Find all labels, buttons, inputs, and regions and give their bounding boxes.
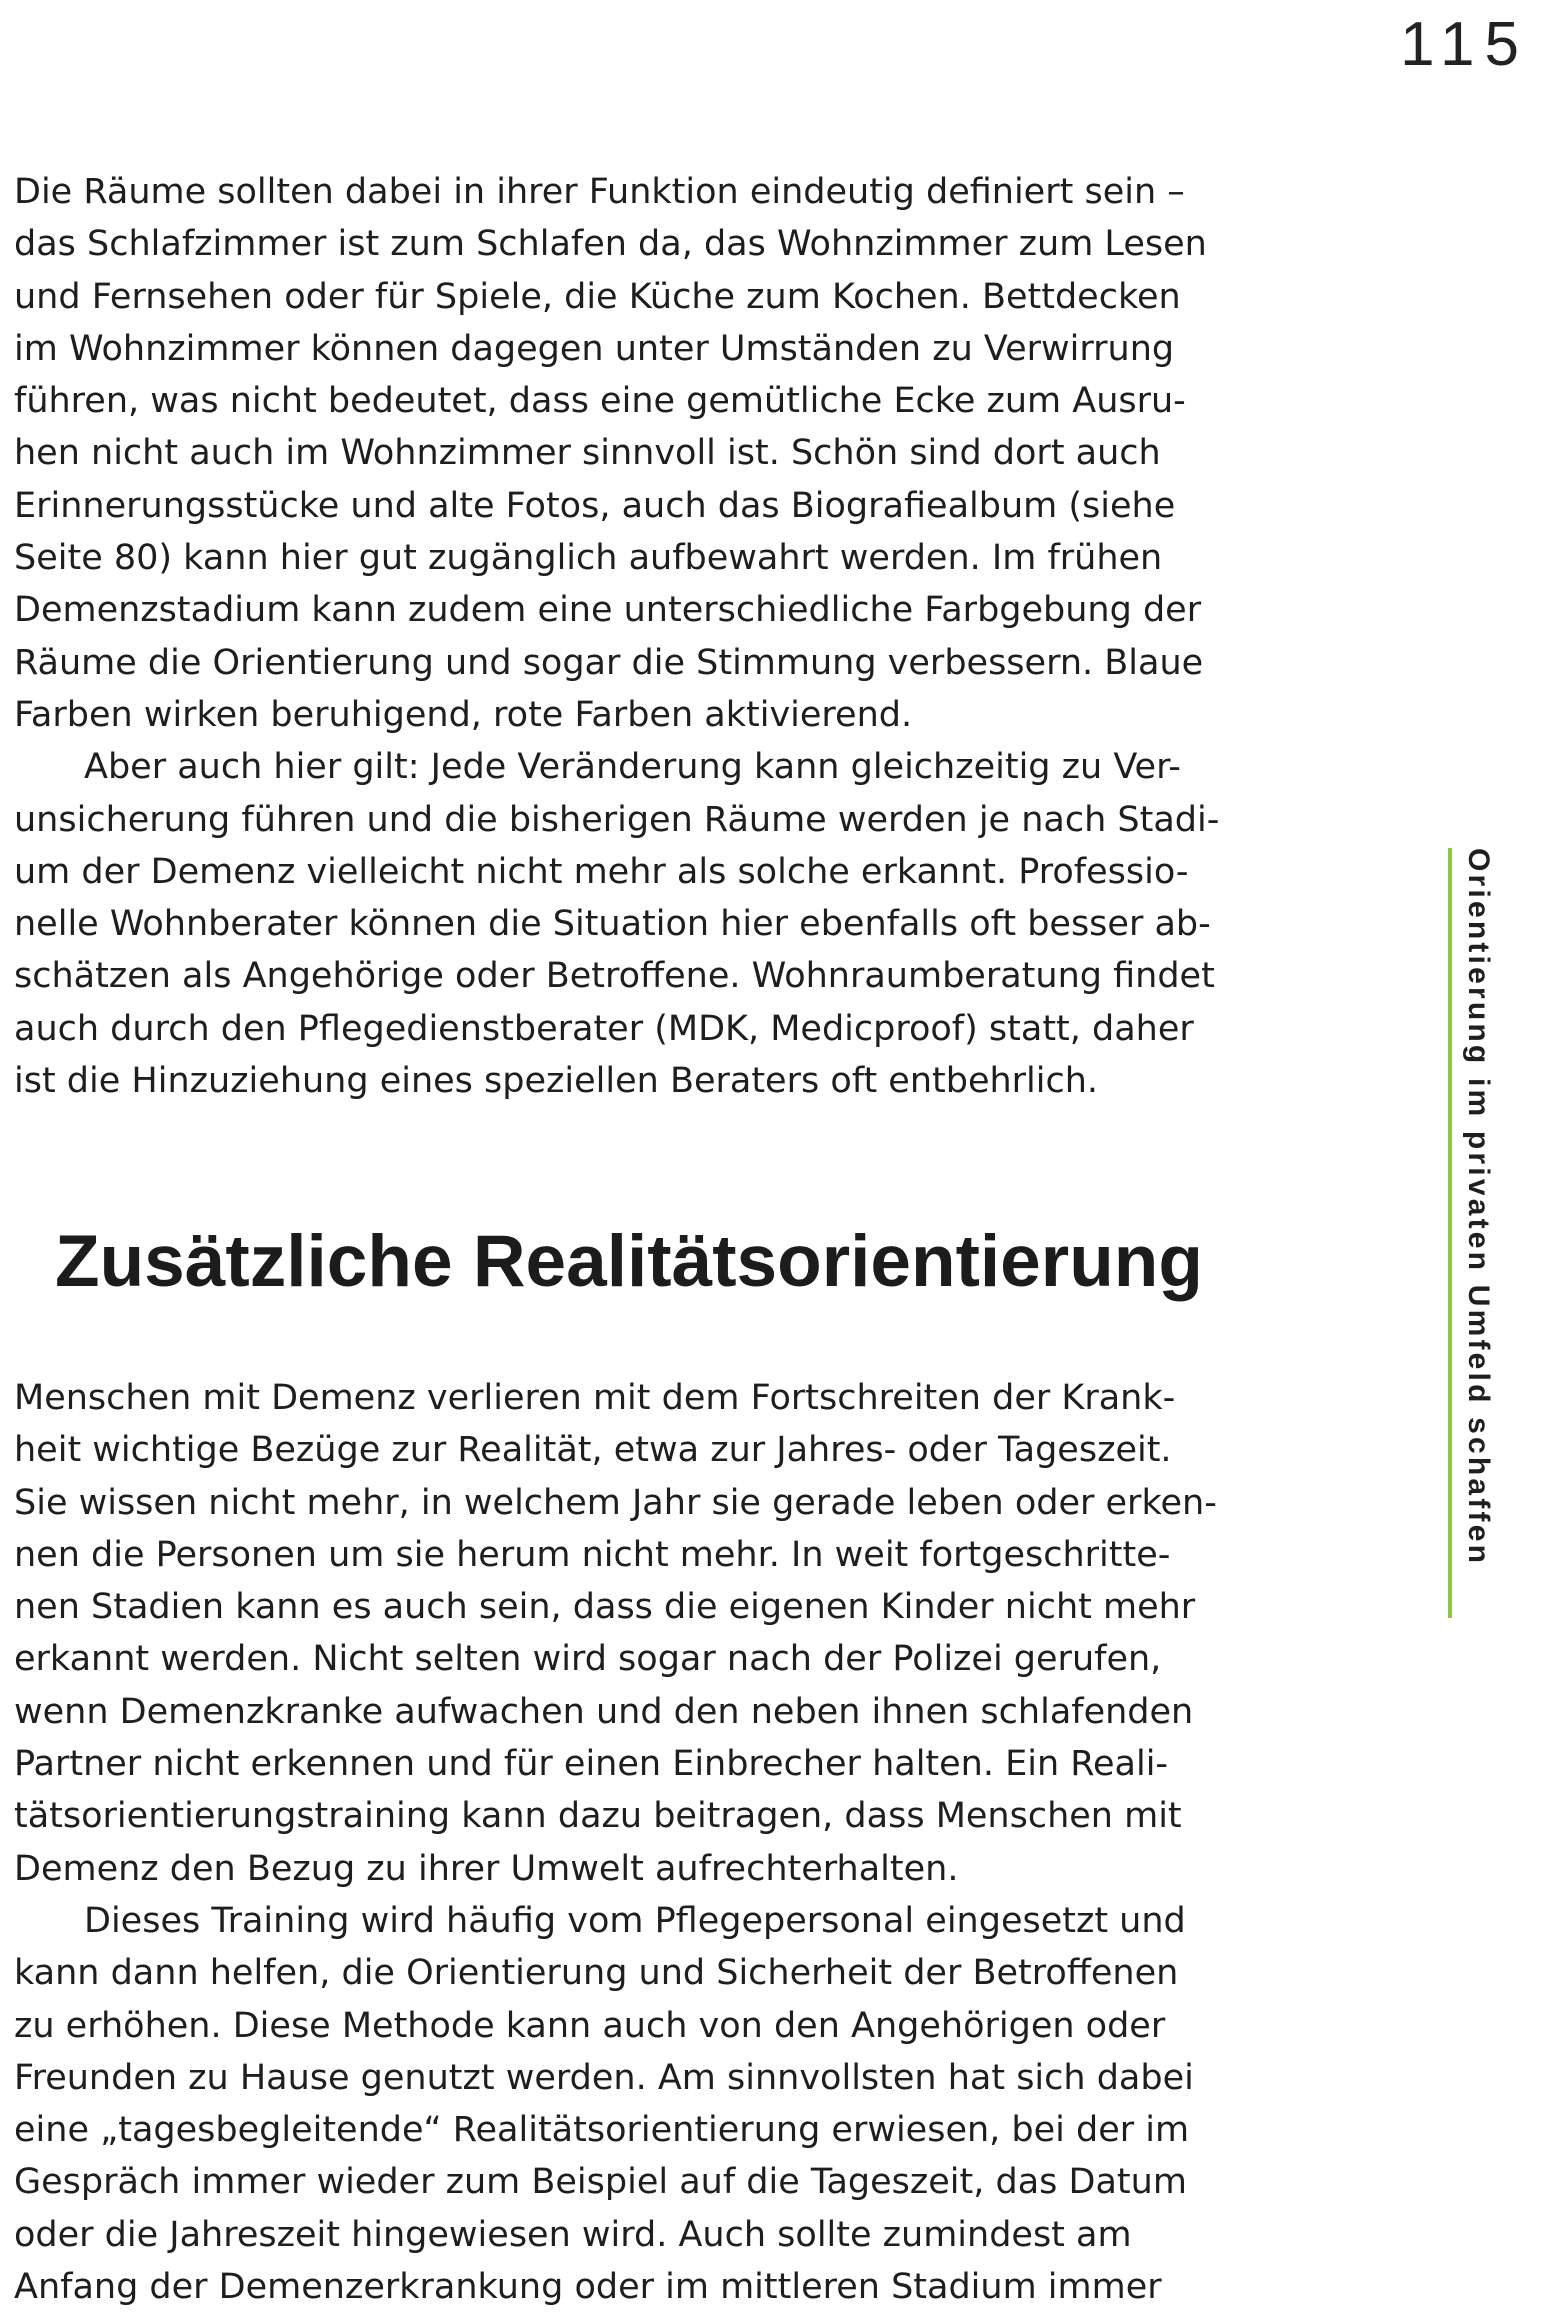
text-line: Demenz den Bezug zu ihrer Umwelt aufrechterhalten. — [14, 1848, 959, 1889]
text-line-indented: Aber auch hier gilt: Jede Veränderung kann gleichzeitig zu Ver- — [84, 747, 1181, 788]
text-line: tätsorientierungstraining kann dazu beitragen, dass Menschen mit — [14, 1796, 1182, 1837]
paragraph-block-wohnraum — [14, 166, 1304, 1107]
text-line: kann dann helfen, die Orientierung und Sicherheit der Betroffenen — [14, 1953, 1179, 1994]
text-line: zu erhöhen. Diese Methode kann auch von den Angehörigen oder — [14, 2005, 1166, 2046]
text-line: Partner nicht erkennen und für einen Einbrecher halten. Ein Reali- — [14, 1744, 1169, 1785]
text-line: nelle Wohnberater können die Situation hier ebenfalls oft besser ab- — [14, 904, 1211, 945]
text-line: heit wichtige Bezüge zur Realität, etwa zur Jahres- oder Tageszeit. — [14, 1430, 1172, 1471]
text-line: hen nicht auch im Wohnzimmer sinnvoll ist. Schön sind dort auch — [14, 433, 1161, 474]
text-line: Farben wirken beruhigend, rote Farben aktivierend. — [14, 694, 913, 735]
chapter-side-tab-label: Orientierung im privaten Umfeld schaffen — [1462, 848, 1495, 1567]
text-line: Die Räume sollten dabei in ihrer Funktion eindeutig definiert sein – — [14, 172, 1185, 212]
section-heading: Zusätzliche Realitätsorientierung — [55, 1221, 1203, 1302]
paragraph-block-realitaetsorientierung — [14, 1372, 1304, 2313]
text-line: auch durch den Pflegedienstberater (MDK, Medicproof) statt, daher — [14, 1008, 1194, 1049]
text-line: Sie wissen nicht mehr, in welchem Jahr sie gerade leben oder erken- — [14, 1482, 1217, 1523]
text-line: im Wohnzimmer können dagegen unter Umständen zu Verwirrung — [14, 328, 1175, 369]
text-line: schätzen als Angehörige oder Betroffene. Wohnraumberatung findet — [14, 956, 1215, 997]
text-line: erkannt werden. Nicht selten wird sogar nach der Polizei gerufen, — [14, 1639, 1162, 1680]
page-number: 115 — [1400, 10, 1529, 79]
text-line: eine „tagesbegleitende“ Realitätsorientierung erwiesen, bei der im — [14, 2110, 1190, 2151]
chapter-side-tab — [1448, 848, 1514, 1618]
text-line: oder die Jahreszeit hingewiesen wird. Auch sollte zumindest am — [14, 2214, 1132, 2255]
text-line: führen, was nicht bedeutet, dass eine gemütliche Ecke zum Ausru- — [14, 381, 1186, 422]
text-line: Gespräch immer wieder zum Beispiel auf die Tageszeit, das Datum — [14, 2162, 1187, 2203]
text-line: um der Demenz vielleicht nicht mehr als solche erkannt. Professio- — [14, 851, 1189, 892]
text-line: das Schlafzimmer ist zum Schlafen da, das Wohnzimmer zum Lesen — [14, 224, 1207, 265]
text-line: und Fernsehen oder für Spiele, die Küche zum Kochen. Bettdecken — [14, 276, 1181, 317]
text-line-indented: Dieses Training wird häufig vom Pflegepersonal eingesetzt und — [84, 1900, 1186, 1941]
text-line: Anfang der Demenzerkrankung oder im mittleren Stadium immer — [14, 2267, 1162, 2308]
text-line: Räume die Orientierung und sogar die Stimmung verbessern. Blaue — [14, 642, 1204, 683]
text-line: wenn Demenzkranke aufwachen und den neben ihnen schlafenden — [14, 1691, 1194, 1732]
text-line: Erinnerungsstücke und alte Fotos, auch das Biografiealbum (siehe — [14, 485, 1176, 526]
text-line: Demenzstadium kann zudem eine unterschiedliche Farbgebung der — [14, 590, 1202, 631]
text-line: nen Stadien kann es auch sein, dass die eigenen Kinder nicht mehr — [14, 1587, 1196, 1628]
text-line: nen die Personen um sie herum nicht mehr. In weit fortgeschritte- — [14, 1534, 1171, 1575]
text-line: unsicherung führen und die bisherigen Räume werden je nach Stadi- — [14, 799, 1220, 840]
text-line: Freunden zu Hause genutzt werden. Am sinnvollsten hat sich dabei — [14, 2057, 1194, 2098]
text-line: Seite 80) kann hier gut zugänglich aufbewahrt werden. Im frühen — [14, 538, 1163, 579]
text-line: Menschen mit Demenz verlieren mit dem Fortschreiten der Krank- — [14, 1378, 1176, 1418]
text-line: ist die Hinzuziehung eines speziellen Beraters oft entbehrlich. — [14, 1061, 1099, 1102]
